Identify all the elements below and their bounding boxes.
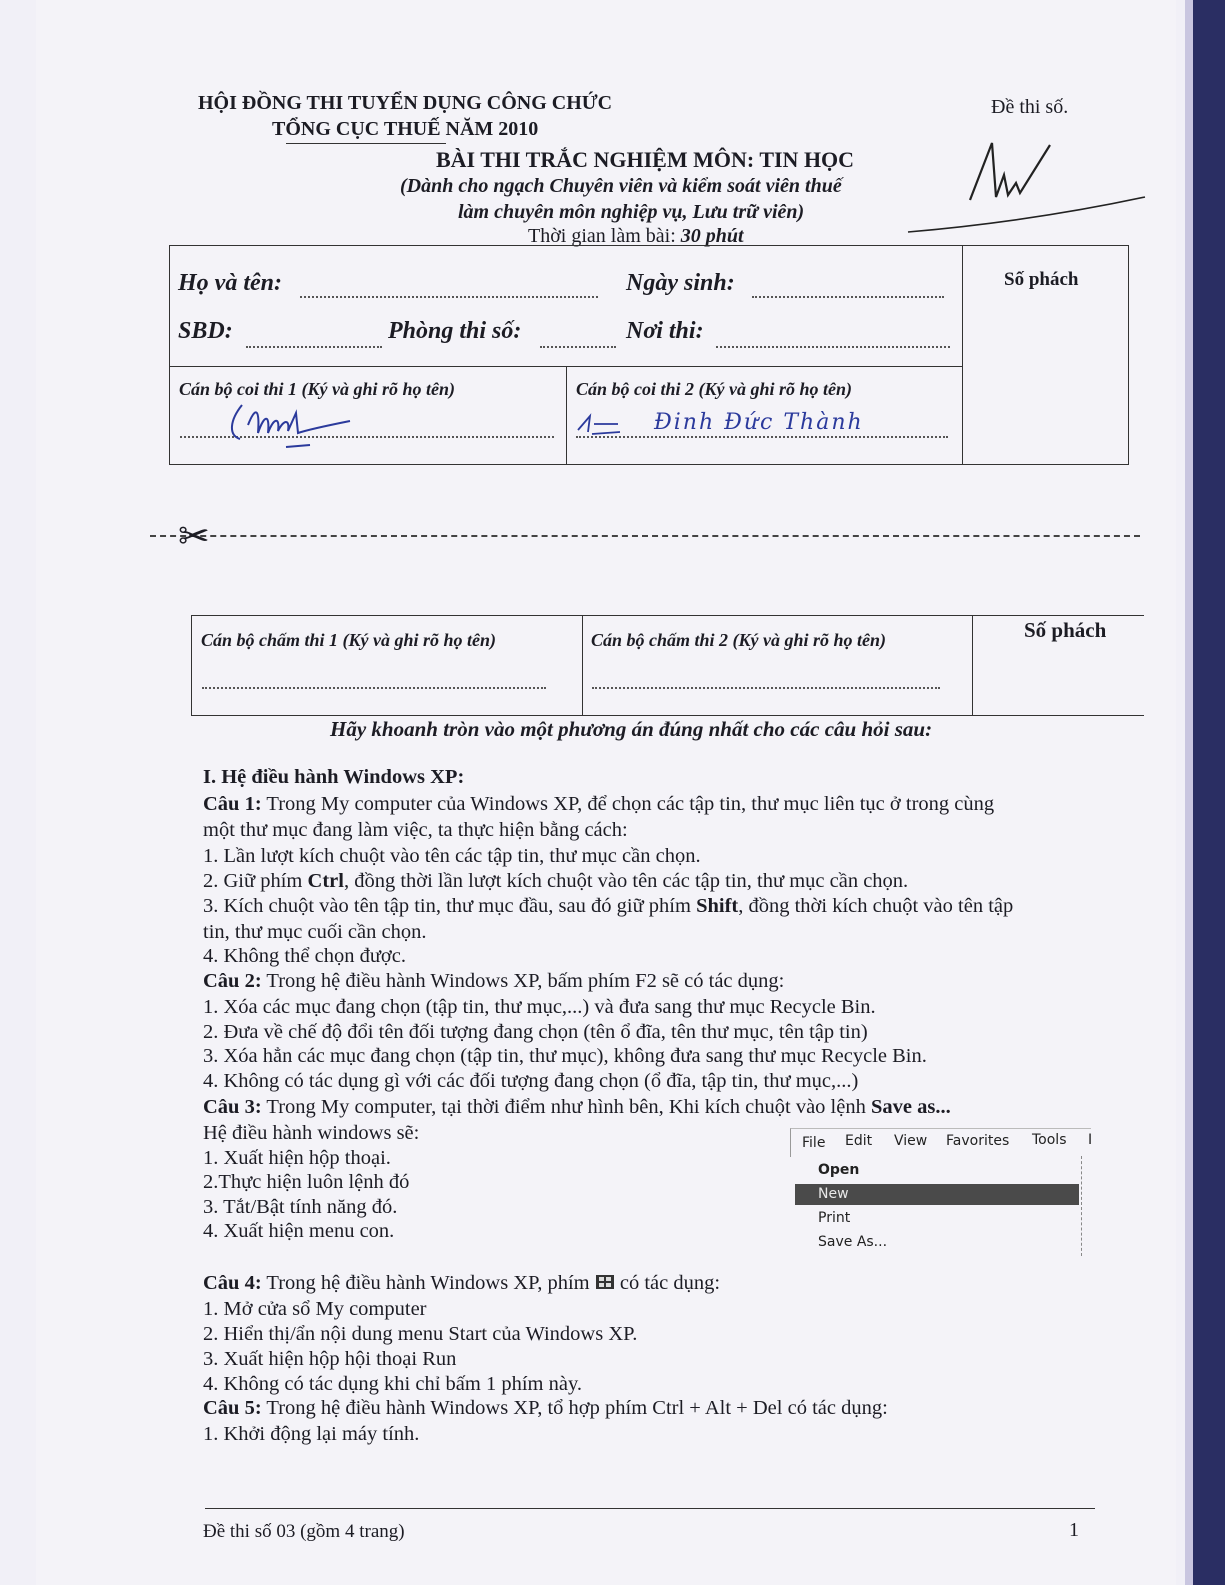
q1-answer-4[interactable]: 4. Không thể chọn được. <box>203 945 406 967</box>
proctor2-field[interactable] <box>576 436 948 438</box>
menu-item-new: New <box>818 1186 849 1202</box>
instruction: Hãy khoanh tròn vào một phương án đúng nhất cho các câu hỏi sau: <box>330 717 933 741</box>
scissors-icon: ✂ <box>178 514 210 558</box>
so-phach-2: Số phách <box>1024 618 1107 642</box>
exam-number-label: Đề thi số. <box>991 96 1069 118</box>
grader1-label: Cán bộ chấm thi 1 (Ký và ghi rõ họ tên) <box>201 630 497 650</box>
menu-edit: Edit <box>845 1133 873 1149</box>
q1-text: Trong My computer của Windows XP, để chọn các tập tin, thư mục liên tục ở trong cùng <box>261 793 995 815</box>
q3-cmd: Save as... <box>870 1096 951 1118</box>
q1-a2-key: Ctrl <box>307 870 344 892</box>
top-right-signature <box>900 135 1150 245</box>
q3-answer-3[interactable]: 3. Tắt/Bật tính năng đó. <box>203 1196 398 1218</box>
sbd-label: SBD: <box>178 318 233 344</box>
proctor1-label: Cán bộ coi thi 1 (Ký và ghi rõ họ tên) <box>179 379 456 399</box>
footer-text: Đề thi số 03 (gồm 4 trang) <box>203 1521 405 1542</box>
name-field[interactable] <box>300 296 598 298</box>
so-phach-1: Số phách <box>1004 269 1079 290</box>
q4-answer-1[interactable]: 1. Mở cửa sổ My computer <box>203 1298 427 1320</box>
q1-answer-3[interactable] <box>203 895 1013 918</box>
menu-file: File <box>802 1135 826 1151</box>
menu-view: View <box>894 1133 928 1149</box>
proctor2-label: Cán bộ coi thi 2 (Ký và ghi rõ họ tên) <box>576 379 853 399</box>
q1-label: Câu 1: <box>203 793 262 815</box>
windows-key-icon <box>595 1274 615 1290</box>
q4-answer-2[interactable]: 2. Hiển thị/ẩn nội dung menu Start của Windows XP. <box>203 1323 638 1345</box>
exam-subtitle-1: (Dành cho ngạch Chuyên viên và kiểm soát viên thuế <box>400 175 842 197</box>
q3-label: Câu 3: <box>203 1096 262 1118</box>
place-label: Nơi thi: <box>626 318 704 344</box>
q3-text: Trong My computer, tại thời điểm như hình bên, Khi kích chuột vào lệnh <box>261 1096 871 1118</box>
q4-answer-4[interactable]: 4. Không có tác dụng khi chỉ bấm 1 phím này. <box>203 1373 582 1395</box>
q1-a2-post: , đồng thời lần lượt kích chuột vào tên các tập tin, thư mục cần chọn. <box>343 870 909 892</box>
cut-line <box>150 535 1140 537</box>
file-menu-image <box>790 1128 1093 1256</box>
dob-field[interactable] <box>752 296 944 298</box>
q1-answer-1[interactable]: 1. Lần lượt kích chuột vào tên các tập tin, thư mục cần chọn. <box>203 845 701 867</box>
sbd-field[interactable] <box>246 346 382 348</box>
dob-label: Ngày sinh: <box>626 270 735 296</box>
proctor1-signature <box>200 395 370 457</box>
q3-text-cont: Hệ điều hành windows sẽ: <box>203 1122 420 1144</box>
org-line2: TỔNG CỤC THUẾ NĂM 2010 <box>272 118 539 140</box>
menu-tools: Tools <box>1032 1132 1067 1148</box>
time-label: Thời gian làm bài: <box>528 225 676 247</box>
q1-a3-post: , đồng thời kích chuột vào tên tập <box>738 895 1014 917</box>
q4-answer-3[interactable]: 3. Xuất hiện hộp hội thoại Run <box>203 1348 457 1370</box>
menu-item-open: Open <box>818 1162 860 1178</box>
q5-text: Trong hệ điều hành Windows XP, tổ hợp phím Ctrl + Alt + Del có tác dụng: <box>261 1397 888 1419</box>
q2-answer-3[interactable]: 3. Xóa hẳn các mục đang chọn (tập tin, thư mục), không đưa sang thư mục Recycle Bin. <box>203 1045 927 1067</box>
place-field[interactable] <box>716 346 950 348</box>
q3-answer-1[interactable]: 1. Xuất hiện hộp thoại. <box>203 1147 391 1169</box>
question-2 <box>203 970 784 993</box>
exam-title: BÀI THI TRẮC NGHIỆM MÔN: TIN HỌC <box>436 147 855 172</box>
exam-subtitle-2: làm chuyên môn nghiệp vụ, Lưu trữ viên) <box>458 201 805 223</box>
q5-answer-1[interactable]: 1. Khởi động lại máy tính. <box>203 1423 420 1445</box>
q1-answer-2[interactable] <box>203 870 908 893</box>
q2-label: Câu 2: <box>203 970 262 992</box>
proctor2-name: Đinh Đức Thành <box>654 410 864 435</box>
q4-text-post: có tác dụng: <box>614 1272 721 1294</box>
footer-rule <box>205 1508 1095 1509</box>
name-label: Họ và tên: <box>178 270 282 296</box>
q2-text: Trong hệ điều hành Windows XP, bấm phím F2 sẽ có tác dụng: <box>261 970 785 992</box>
question-3 <box>203 1096 951 1119</box>
room-field[interactable] <box>540 346 616 348</box>
q4-text: Trong hệ điều hành Windows XP, phím <box>261 1272 595 1294</box>
q1-answer-3-cont: tin, thư mục cuối cần chọn. <box>203 921 427 943</box>
question-1 <box>203 793 994 816</box>
q2-answer-1[interactable]: 1. Xóa các mục đang chọn (tập tin, thư mục,...) và đưa sang thư mục Recycle Bin. <box>203 996 876 1018</box>
grader2-field[interactable] <box>592 687 940 689</box>
q2-answer-4[interactable]: 4. Không có tác dụng gì với các đối tượng đang chọn (ổ đĩa, tập tin, thư mục,...) <box>203 1070 859 1092</box>
org-underline <box>286 143 446 144</box>
grader2-label: Cán bộ chấm thi 2 (Ký và ghi rõ họ tên) <box>591 630 887 650</box>
menu-item-save-as: Save As... <box>818 1234 888 1250</box>
section-title: I. Hệ điều hành Windows XP: <box>203 766 465 788</box>
q1-a3-pre: 3. Kích chuột vào tên tập tin, thư mục đầu, sau đó giữ phím <box>203 895 697 917</box>
page-number: 1 <box>1069 1519 1079 1541</box>
q2-answer-2[interactable]: 2. Đưa về chế độ đổi tên đối tượng đang chọn (tên ổ đĩa, tên thư mục, tên tập tin) <box>203 1021 868 1043</box>
menu-item-print: Print <box>818 1210 851 1226</box>
q5-label: Câu 5: <box>203 1397 262 1419</box>
q4-label: Câu 4: <box>203 1272 262 1294</box>
org-line1: HỘI ĐỒNG THI TUYỂN DỤNG CÔNG CHỨC <box>198 92 613 114</box>
time-value: 30 phút <box>680 225 744 247</box>
proctor2-initial-signature <box>574 410 624 440</box>
q1-text-cont: một thư mục đang làm việc, ta thực hiện bằng cách: <box>203 819 628 841</box>
q3-answer-2[interactable]: 2.Thực hiện luôn lệnh đó <box>203 1171 410 1193</box>
menu-more: I <box>1088 1132 1093 1148</box>
question-4 <box>203 1272 720 1295</box>
q1-a3-key: Shift <box>696 895 739 917</box>
room-label: Phòng thi số: <box>388 318 522 344</box>
q3-answer-4[interactable]: 4. Xuất hiện menu con. <box>203 1220 395 1242</box>
question-5 <box>203 1397 888 1420</box>
grader1-field[interactable] <box>202 687 546 689</box>
scan-edge <box>1185 0 1225 1585</box>
q1-a2-pre: 2. Giữ phím <box>203 870 308 892</box>
menu-favorites: Favorites <box>946 1133 1010 1149</box>
